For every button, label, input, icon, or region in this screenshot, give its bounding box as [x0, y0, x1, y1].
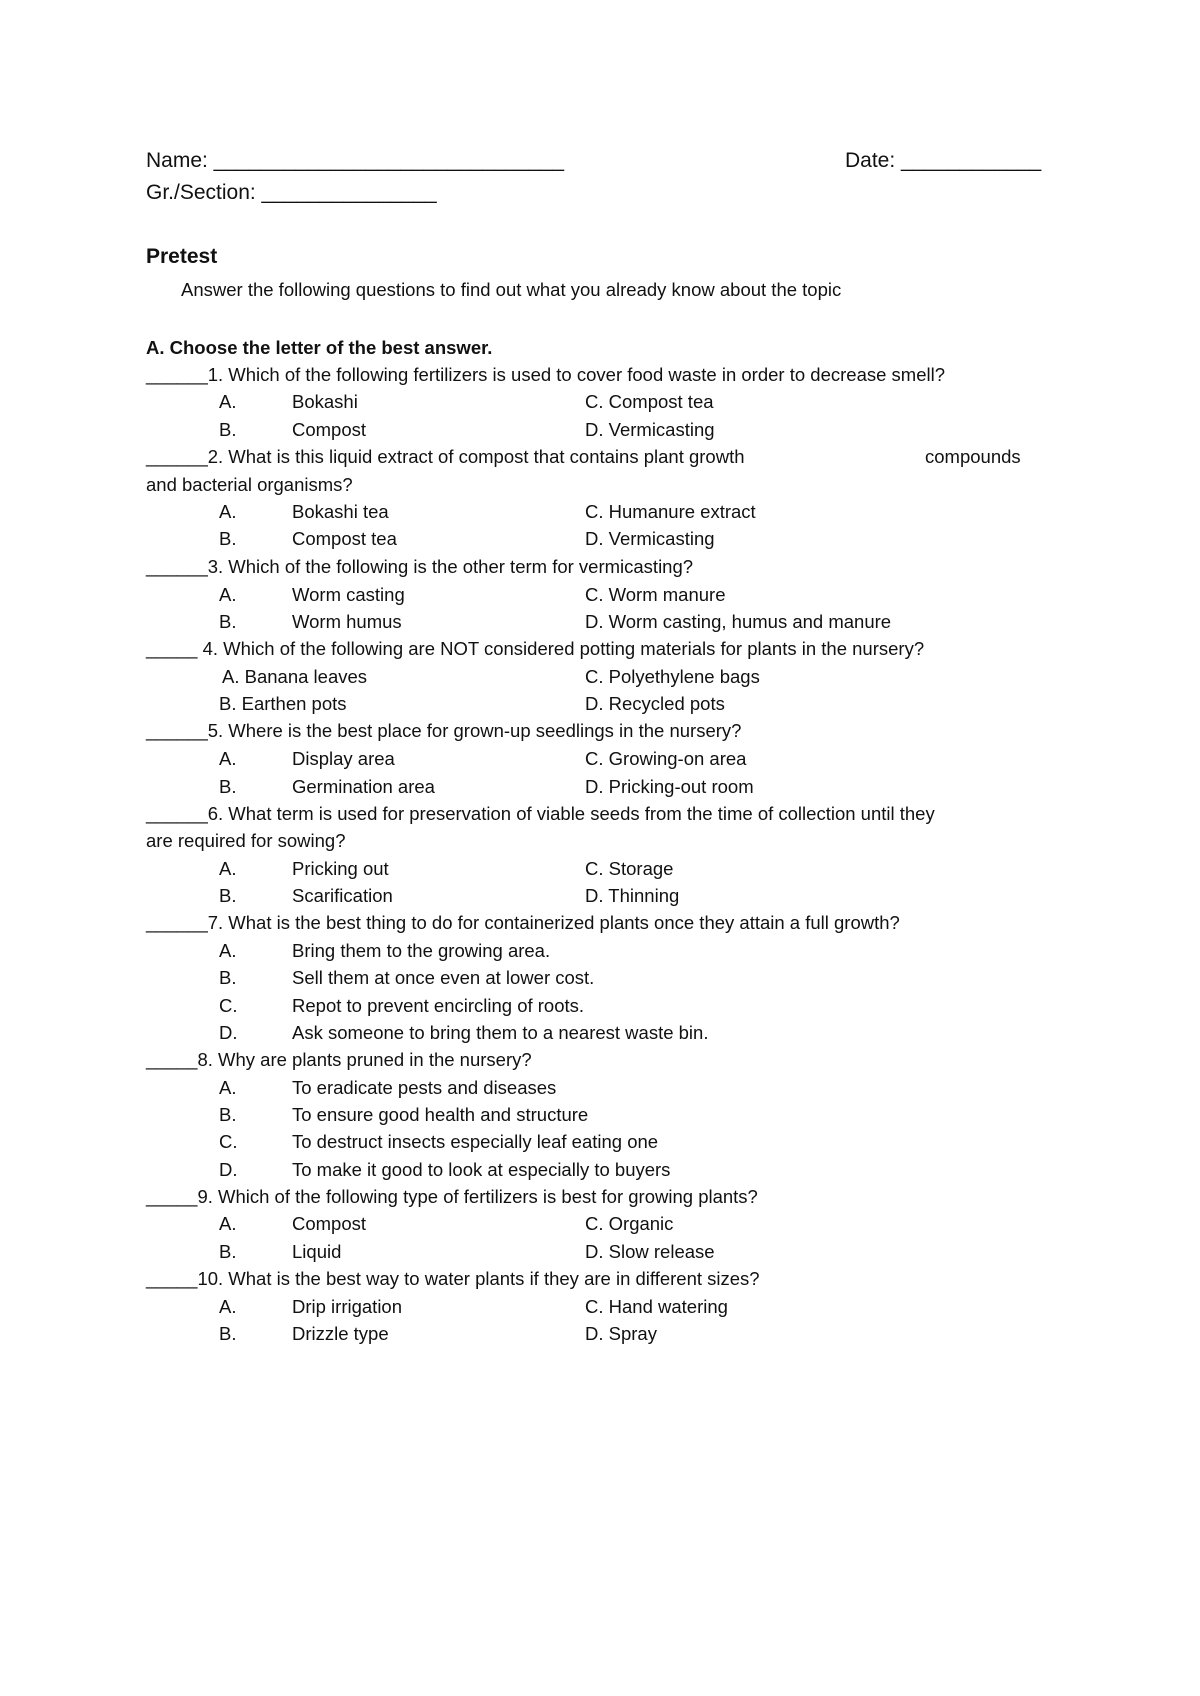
q5-option-d: D. Pricking-out room [585, 776, 754, 797]
q3-option-c: C. Worm manure [585, 584, 726, 605]
q3-option-b: Worm humus [292, 611, 402, 632]
question-9: _____9. Which of the following type of fertilizers is best for growing plants? [146, 1186, 758, 1207]
q1-option-a: Bokashi [292, 391, 358, 412]
q1-option-b-letter: B. [219, 419, 237, 440]
q6-option-b: Scarification [292, 885, 393, 906]
q1-option-c: C. Compost tea [585, 391, 714, 412]
q7-option-a-letter: A. [219, 940, 237, 961]
q4-option-d: D. Recycled pots [585, 693, 725, 714]
q5-option-c: C. Growing-on area [585, 748, 747, 769]
q4-option-b: B. Earthen pots [219, 693, 347, 714]
question-6: ______6. What term is used for preservation of viable seeds from the time of collection until they [146, 803, 935, 824]
question-8: _____8. Why are plants pruned in the nursery? [146, 1049, 532, 1070]
q6-option-a: Pricking out [292, 858, 389, 879]
q2-option-a: Bokashi tea [292, 501, 389, 522]
question-7: ______7. What is the best thing to do for containerized plants once they attain a full growth? [146, 912, 900, 933]
q8-option-a: To eradicate pests and diseases [292, 1077, 557, 1098]
q7-option-a: Bring them to the growing area. [292, 940, 551, 961]
q10-option-b: Drizzle type [292, 1323, 389, 1344]
q2-option-d: D. Vermicasting [585, 528, 715, 549]
q7-option-b-letter: B. [219, 967, 237, 988]
q3-option-d: D. Worm casting, humus and manure [585, 611, 892, 632]
q8-option-c-letter: C. [219, 1131, 238, 1152]
q1-option-a-letter: A. [219, 391, 237, 412]
q5-option-a: Display area [292, 748, 395, 769]
q9-option-b-letter: B. [219, 1241, 237, 1262]
q7-option-c: Repot to prevent encircling of roots. [292, 995, 585, 1016]
q6-option-d: D. Thinning [585, 885, 680, 906]
q1-option-d: D. Vermicasting [585, 419, 715, 440]
question-3: ______3. Which of the following is the other term for vermicasting? [146, 556, 694, 577]
instructions: Answer the following questions to find out what you already know about the topic [181, 279, 842, 300]
q6-option-c: C. Storage [585, 858, 674, 879]
question-4: _____ 4. Which of the following are NOT considered potting materials for plants in the nursery? [146, 638, 925, 659]
q9-option-c: C. Organic [585, 1213, 674, 1234]
q5-option-b: Germination area [292, 776, 435, 797]
q5-option-b-letter: B. [219, 776, 237, 797]
q8-option-a-letter: A. [219, 1077, 237, 1098]
q6-option-a-letter: A. [219, 858, 237, 879]
q7-option-d: Ask someone to bring them to a nearest waste bin. [292, 1022, 709, 1043]
q7-option-d-letter: D. [219, 1022, 238, 1043]
q5-option-a-letter: A. [219, 748, 237, 769]
section-field-label: Gr./Section: _______________ [146, 181, 437, 204]
q1-option-b: Compost [292, 419, 367, 440]
q8-option-b-letter: B. [219, 1104, 237, 1125]
q6-option-b-letter: B. [219, 885, 237, 906]
q10-option-a-letter: A. [219, 1296, 237, 1317]
q2-option-b: Compost tea [292, 528, 397, 549]
question-5: ______5. Where is the best place for grown-up seedlings in the nursery? [146, 720, 742, 741]
q4-option-a: A. Banana leaves [222, 666, 368, 687]
q4-option-c: C. Polyethylene bags [585, 666, 760, 687]
question-6-line-2: are required for sowing? [146, 830, 346, 851]
q9-option-d: D. Slow release [585, 1241, 715, 1262]
q9-option-b: Liquid [292, 1241, 342, 1262]
question-2: ______2. What is this liquid extract of compost that contains plant growth [146, 446, 745, 467]
q8-option-c: To destruct insects especially leaf eating one [292, 1131, 659, 1152]
page-title: Pretest [146, 245, 218, 268]
q2-option-c: C. Humanure extract [585, 501, 756, 522]
q2-option-a-letter: A. [219, 501, 237, 522]
q10-option-a: Drip irrigation [292, 1296, 403, 1317]
q3-option-a-letter: A. [219, 584, 237, 605]
q10-option-d: D. Spray [585, 1323, 657, 1344]
section-a-heading: A. Choose the letter of the best answer. [146, 337, 493, 358]
q10-option-b-letter: B. [219, 1323, 237, 1344]
q10-option-c: C. Hand watering [585, 1296, 728, 1317]
q7-option-b: Sell them at once even at lower cost. [292, 967, 595, 988]
q8-option-d: To make it good to look at especially to buyers [292, 1159, 671, 1180]
q9-option-a: Compost [292, 1213, 367, 1234]
q2-option-b-letter: B. [219, 528, 237, 549]
date-field-label: Date: ____________ [845, 149, 1042, 172]
question-2-continued: compounds [925, 446, 1021, 467]
q3-option-a: Worm casting [292, 584, 405, 605]
question-1: ______1. Which of the following fertilizers is used to cover food waste in order to decrease smell? [146, 364, 945, 385]
q8-option-d-letter: D. [219, 1159, 238, 1180]
name-field-label: Name: ______________________________ [146, 149, 565, 172]
question-2-line-2: and bacterial organisms? [146, 474, 353, 495]
q8-option-b: To ensure good health and structure [292, 1104, 589, 1125]
question-10: _____10. What is the best way to water plants if they are in different sizes? [146, 1268, 760, 1289]
q3-option-b-letter: B. [219, 611, 237, 632]
q7-option-c-letter: C. [219, 995, 238, 1016]
q9-option-a-letter: A. [219, 1213, 237, 1234]
